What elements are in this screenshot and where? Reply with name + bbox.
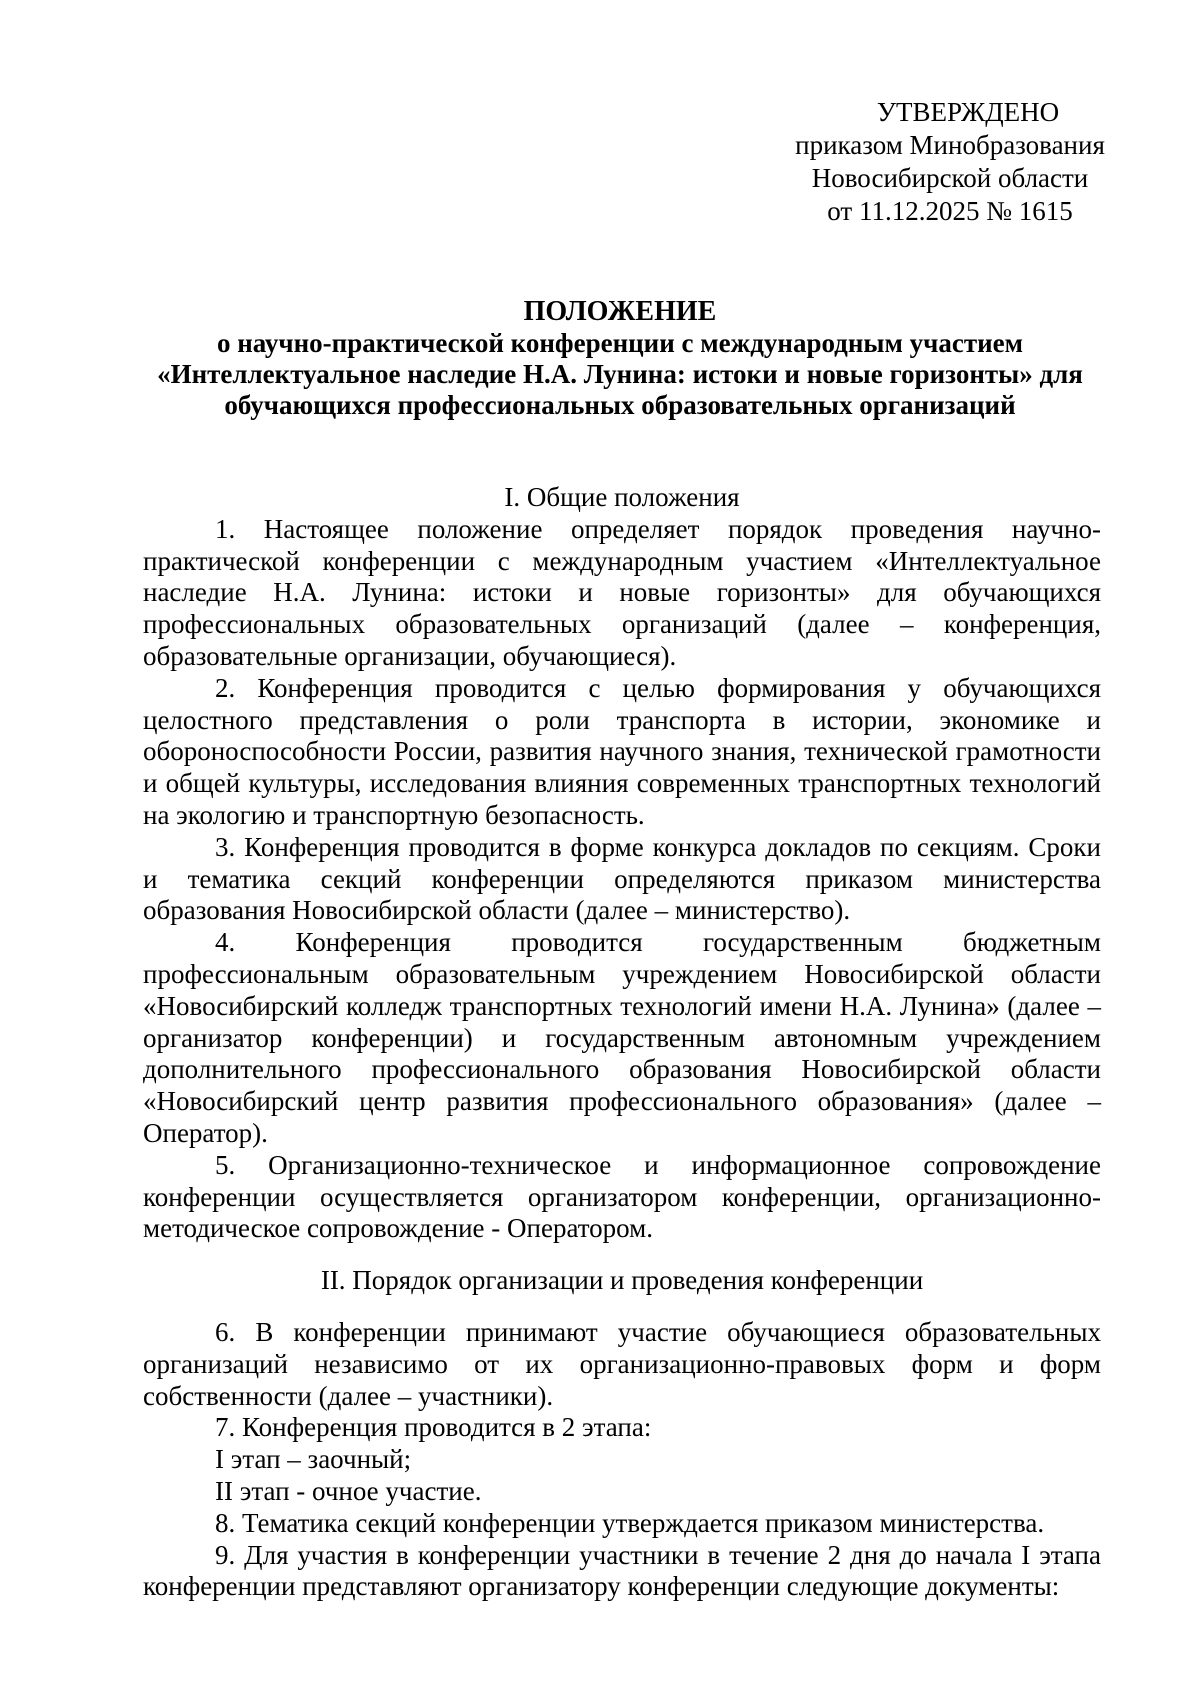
paragraph-3: 3. Конференция проводится в форме конкурса докладов по секциям. Сроки и тематика секций конференции определяются приказом министерства образования Новосибирской области (далее – министерство). xyxy=(143,831,1101,926)
paragraph-7: 7. Конференция проводится в 2 этапа: xyxy=(215,1412,652,1443)
paragraph-8: 8. Тематика секций конференции утверждается приказом министерства. xyxy=(215,1507,1045,1538)
title-line-2: о научно-практической конференции с международным участием xyxy=(216,328,1024,358)
approval-title: УТВЕРЖДЕНО xyxy=(876,97,1060,127)
stage-1: I этап – заочный; xyxy=(215,1444,412,1475)
document-body xyxy=(143,482,1101,1603)
paragraph-1: 1. Настоящее положение определяет порядок проведения научно-практической конференции с международным участием «Интеллектуальное наследие Н.А. Лунина: истоки и новые горизонты» для обучающихся профессиональных образовательных организаций (далее – конференция, образовательные организации, обучающиеся). xyxy=(143,513,1101,671)
approval-region: Новосибирской области xyxy=(811,163,1089,193)
title-line-3: «Интеллектуальное наследие Н.А. Лунина: истоки и новые горизонты» для xyxy=(157,359,1083,389)
title-main: ПОЛОЖЕНИЕ xyxy=(523,296,717,327)
approval-stamp xyxy=(760,96,1140,228)
paragraph-9: 9. Для участия в конференции участники в течение 2 дня до начала I этапа конференции представляют организатору конференции следующие документы: xyxy=(143,1539,1101,1602)
paragraph-2: 2. Конференция проводится с целью формирования у обучающихся целостного представления о роли транспорта в истории, экономике и обороноспособности России, развития научного знания, технической грамотности и общей культуры, исследования влияния современных транспортных технологий на экологию и транспортную безопасность. xyxy=(143,672,1101,830)
paragraph-6: 6. В конференции принимают участие обучающиеся образовательных организаций независимо от их организационно-правовых форм и форм собственности (далее – участники). xyxy=(143,1316,1101,1411)
approval-date: от 11.12.2025 № 1615 xyxy=(827,196,1073,226)
paragraph-4: 4. Конференция проводится государственным бюджетным профессиональным образовательным учреждением Новосибирской области «Новосибирский колледж транспортных технологий имени Н.А. Лунина» (далее – организатор конференции) и государственным автономным учреждением дополнительного профессионального образования Новосибирской области «Новосибирский центр развития профессионального образования» (далее – Оператор). xyxy=(143,927,1101,1148)
stage-2: II этап - очное участие. xyxy=(215,1475,482,1506)
section-heading-1: I. Общие положения xyxy=(504,482,740,512)
section-heading-2: II. Порядок организации и проведения конференции xyxy=(320,1265,924,1296)
approval-order: приказом Минобразования xyxy=(795,130,1105,160)
title-line-4: обучающихся профессиональных образовательных организаций xyxy=(224,390,1016,420)
document-title xyxy=(140,296,1100,421)
paragraph-5: 5. Организационно-техническое и информационное сопровождение конференции осуществляется организатором конференции, организационно-методическое сопровождение - Оператором. xyxy=(143,1149,1101,1244)
